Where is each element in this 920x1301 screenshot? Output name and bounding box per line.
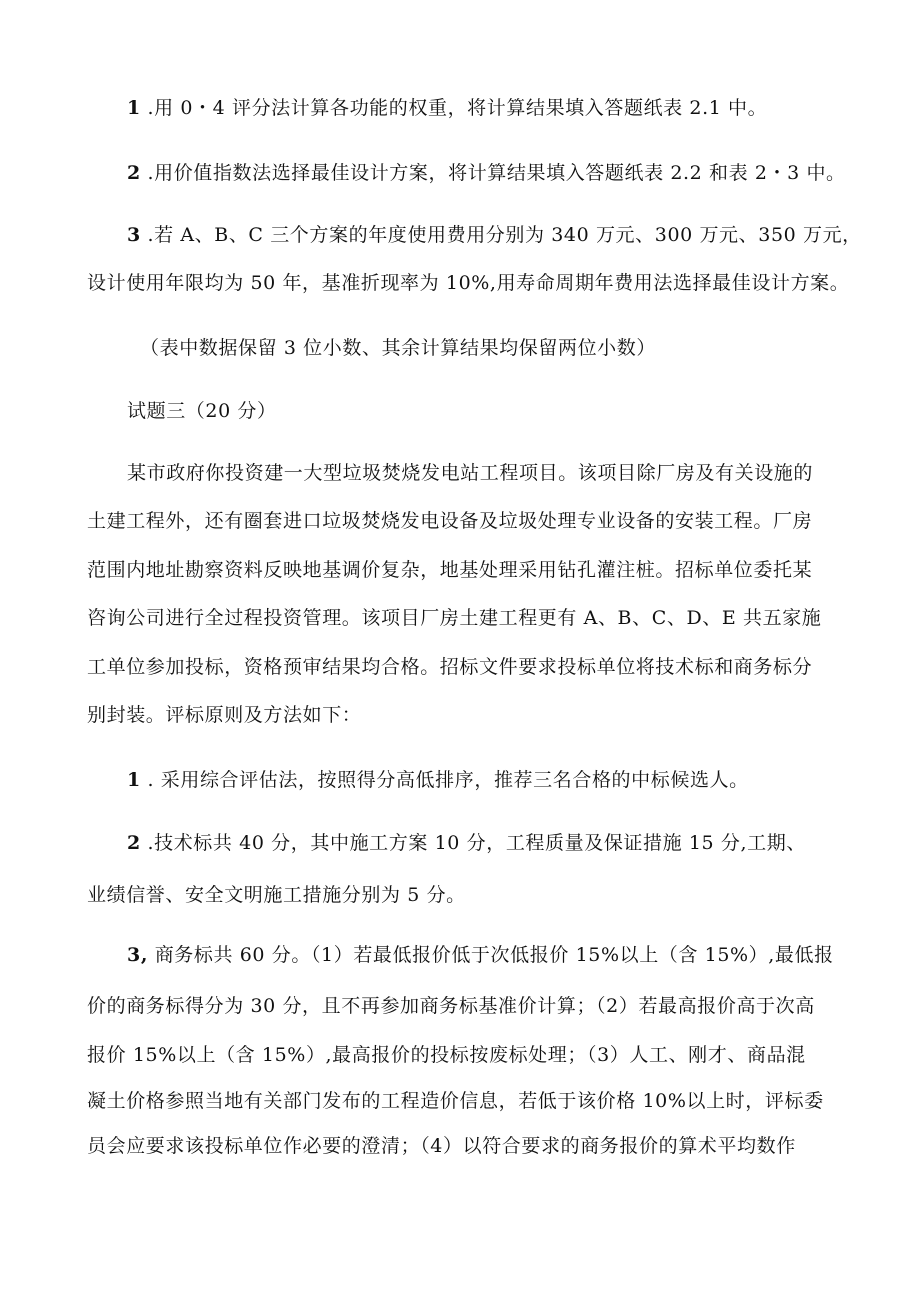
question-2-number: 2 <box>127 162 141 184</box>
intro-line-2: 土建工程外，还有圈套进口垃圾焚烧发电设备及垃圾处理专业设备的安装工程。厂房 <box>87 510 813 532</box>
rule-2-text-line-1: .技术标共 40 分，其中施工方案 10 分，工程质量及保证措施 15 分,工期、 <box>147 832 806 854</box>
intro-line-1: 某市政府你投资建一大型垃圾焚烧发电站工程项目。该项目除厂房及有关设施的 <box>127 462 814 484</box>
intro-line-6: 别封装。评标原则及方法如下： <box>87 704 362 726</box>
question-1-number: 1 <box>127 97 141 119</box>
intro-line-5: 工单位参加投标，资格预审结果均合格。招标文件要求投标单位将技术标和商务标分 <box>87 656 813 678</box>
rule-3 <box>127 942 834 968</box>
section-title: 试题三（20 分） <box>127 400 277 422</box>
question-2 <box>127 160 846 186</box>
rule-2-text-line-2: 业绩信誉、安全文明施工措施分别为 5 分。 <box>87 884 466 906</box>
rule-1-text: . 采用综合评估法，按照得分高低排序，推荐三名合格的中标候选人。 <box>147 769 749 791</box>
rule-2 <box>127 830 806 856</box>
rule-3-text-line-3: 报价 15%以上（含 15%）,最高报价的投标按废标处理；（3）人工、刚才、商品混 <box>87 1044 806 1066</box>
intro-line-4: 咨询公司进行全过程投资管理。该项目厂房土建工程更有 A、B、C、D、E 共五家施 <box>87 607 822 629</box>
rule-3-text-line-5: 员会应要求该投标单位作必要的澄清；（4）以符合要求的商务报价的算术平均数作 <box>87 1135 796 1157</box>
rule-3-text-line-4: 凝土价格参照当地有关部门发布的工程造价信息，若低于该价格 10%以上时，评标委 <box>87 1090 824 1112</box>
intro-line-3: 范围内地址勘察资料反映地基调价复杂，地基处理采用钻孔灌注桩。招标单位委托某 <box>87 559 813 581</box>
question-1 <box>127 95 767 121</box>
question-3-number: 3 <box>127 224 141 246</box>
question-3-text-line-1: .若 A、B、C 三个方案的年度使用费用分别为 340 万元、300 万元、350 万元， <box>147 224 862 246</box>
question-2-text: .用价值指数法选择最佳设计方案，将计算结果填入答题纸表 2.2 和表 2・3 中。 <box>147 162 846 184</box>
rule-1 <box>127 767 749 793</box>
question-3 <box>127 222 862 248</box>
precision-note: （表中数据保留 3 位小数、其余计算结果均保留两位小数） <box>140 337 656 359</box>
rule-1-number: 1 <box>127 769 141 791</box>
rule-3-text-line-2: 价的商务标得分为 30 分，且不再参加商务标基准价计算；（2）若最高报价高于次高 <box>87 995 815 1017</box>
rule-2-number: 2 <box>127 832 141 854</box>
question-3-text-line-2: 设计使用年限均为 50 年，基准折现率为 10%,用寿命周期年费用法选择最佳设计方案。 <box>87 272 850 294</box>
question-1-text: .用 0・4 评分法计算各功能的权重，将计算结果填入答题纸表 2.1 中。 <box>147 97 768 119</box>
rule-3-number: 3, <box>127 944 149 966</box>
rule-3-text-line-1: 商务标共 60 分。（1）若最低报价低于次低报价 15%以上（含 15%）,最低报 <box>154 944 834 966</box>
